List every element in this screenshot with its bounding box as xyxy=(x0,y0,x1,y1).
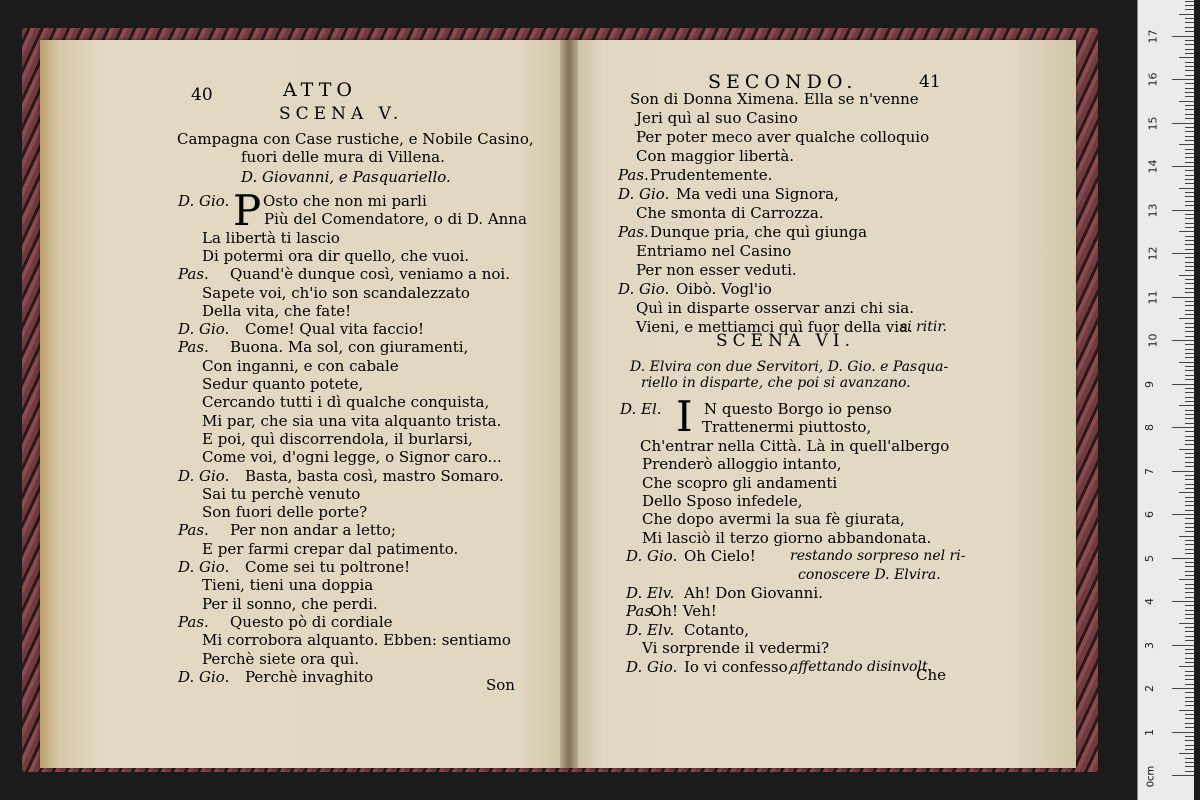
ruler-tick xyxy=(1179,710,1194,711)
ruler-tick xyxy=(1185,105,1194,106)
ruler-tick xyxy=(1185,70,1194,71)
ruler-tick xyxy=(1185,279,1194,280)
ruler-tick xyxy=(1185,288,1194,289)
speaker-label: Pas. xyxy=(178,612,209,631)
speaker-label: Pas. xyxy=(618,223,649,241)
ruler-tick xyxy=(1172,384,1194,385)
ruler-tick xyxy=(1185,544,1194,545)
ruler-tick xyxy=(1185,618,1194,619)
ruler-tick xyxy=(1185,636,1194,637)
ruler-tick xyxy=(1185,305,1194,306)
ruler-tick xyxy=(1185,736,1194,737)
ruler-tick xyxy=(1185,227,1194,228)
verse-line: Ch'entrar nella Città. Là in quell'albergo xyxy=(640,436,950,455)
ruler-number: 5 xyxy=(1143,554,1156,562)
ruler-tick xyxy=(1179,14,1194,15)
ruler-tick xyxy=(1179,231,1194,232)
ruler-tick xyxy=(1172,340,1194,341)
ruler-tick xyxy=(1185,149,1194,150)
ruler-tick xyxy=(1185,475,1194,476)
ruler-tick xyxy=(1179,275,1194,276)
ruler-tick xyxy=(1185,505,1194,506)
ruler-tick xyxy=(1179,449,1194,450)
ruler-tick xyxy=(1185,453,1194,454)
ruler-number: 10 xyxy=(1146,333,1160,348)
ruler-tick xyxy=(1185,175,1194,176)
verse-line: Ah! Don Giovanni. xyxy=(684,584,823,602)
ruler-tick xyxy=(1185,414,1194,415)
ruler-tick xyxy=(1179,362,1194,363)
ruler-tick xyxy=(1185,758,1194,759)
ruler-tick xyxy=(1179,101,1194,102)
ruler-tick xyxy=(1185,649,1194,650)
ruler-number: 12 xyxy=(1146,246,1160,261)
verse-line: Son di Donna Ximena. Ella se n'venne xyxy=(630,90,919,108)
ruler-tick xyxy=(1185,588,1194,589)
ruler-tick xyxy=(1185,723,1194,724)
ruler-tick xyxy=(1185,257,1194,258)
verse-line: N questo Borgo io penso xyxy=(704,400,892,418)
ruler-tick xyxy=(1179,405,1194,406)
ruler-tick xyxy=(1185,201,1194,202)
verse-line: Son fuori delle porte? xyxy=(202,503,368,522)
verse-line: Osto che non mi parli xyxy=(263,192,427,210)
verse-line: Cotanto, xyxy=(684,620,749,639)
verse-line: Oibò. Vogl'io xyxy=(676,280,772,298)
ruler-number: 6 xyxy=(1143,511,1156,518)
ruler-tick xyxy=(1185,5,1194,6)
verse-line: E poi, quì discorrendola, il burlarsi, xyxy=(202,429,473,448)
ruler-tick xyxy=(1179,188,1194,189)
verse-line: Sapete voi, ch'io son scandalezzato xyxy=(202,283,470,302)
catchword-right: Che xyxy=(916,666,947,684)
page-number-right: 41 xyxy=(919,72,941,92)
stage-direction: si ritir. xyxy=(900,319,947,335)
ruler-tick xyxy=(1185,692,1194,693)
ruler-tick xyxy=(1185,549,1194,550)
ruler-number: 17 xyxy=(1146,29,1160,43)
ruler-tick xyxy=(1172,427,1194,428)
ruler-tick xyxy=(1179,623,1194,624)
ruler-tick xyxy=(1185,331,1194,332)
ruler-tick xyxy=(1185,575,1194,576)
verse-line: La libertà ti lascio xyxy=(202,228,340,247)
ruler-tick xyxy=(1185,444,1194,445)
catchword-left: Son xyxy=(486,676,515,694)
ruler-tick xyxy=(1172,558,1194,559)
ruler-tick xyxy=(1185,236,1194,237)
ruler-tick xyxy=(1185,205,1194,206)
verse-line: Buona. Ma sol, con giuramenti, xyxy=(230,338,469,357)
verse-line: Come sei tu poltrone! xyxy=(245,558,411,576)
ruler-tick xyxy=(1179,57,1194,58)
verse-line: Della vita, che fate! xyxy=(202,301,352,320)
ruler-tick xyxy=(1179,666,1194,667)
ruler-tick xyxy=(1185,671,1194,672)
ruler-tick xyxy=(1185,718,1194,719)
ruler-number: 7 xyxy=(1143,467,1156,475)
ruler-tick xyxy=(1185,705,1194,706)
ruler-tick xyxy=(1185,218,1194,219)
speaker-label: D. Elv. xyxy=(626,584,675,602)
ruler-tick xyxy=(1185,497,1194,498)
ruler-tick xyxy=(1185,610,1194,611)
ruler-tick xyxy=(1185,375,1194,376)
speaker-label: Pas. xyxy=(178,521,209,540)
ruler-tick xyxy=(1185,162,1194,163)
speaker-label: D. Gio. xyxy=(618,185,670,203)
ruler-tick xyxy=(1185,397,1194,398)
stage-direction: restando sorpreso nel ri- xyxy=(790,548,966,565)
ruler-tick xyxy=(1185,431,1194,432)
verse-line: Questo pò di cordiale xyxy=(230,612,393,631)
ruler-tick xyxy=(1185,1,1194,2)
ruler-tick xyxy=(1185,223,1194,224)
ruler-tick xyxy=(1185,379,1194,380)
ruler-tick xyxy=(1185,196,1194,197)
ruler-tick xyxy=(1185,44,1194,45)
verse-line: Dunque pria, che quì giunga xyxy=(650,223,868,241)
ruler-tick xyxy=(1185,22,1194,23)
running-head-left: ATTO xyxy=(283,79,357,101)
ruler-tick xyxy=(1185,484,1194,485)
ruler-tick xyxy=(1172,166,1194,167)
ruler-tick xyxy=(1185,518,1194,519)
ruler-tick xyxy=(1185,479,1194,480)
setting-line-1: Campagna con Case rustiche, e Nobile Casino, xyxy=(177,130,534,148)
ruler-number: 13 xyxy=(1146,203,1160,217)
ruler-tick xyxy=(1185,214,1194,215)
ruler-tick xyxy=(1185,266,1194,267)
ruler-tick xyxy=(1185,627,1194,628)
verse-line: Io vi confesso, xyxy=(684,657,793,676)
ruler-tick xyxy=(1185,244,1194,245)
verse-line: Ma vedi una Signora, xyxy=(676,185,839,203)
ruler-tick xyxy=(1185,314,1194,315)
ruler-tick xyxy=(1185,53,1194,54)
ruler-tick xyxy=(1185,353,1194,354)
verse-line: E per farmi crepar dal patimento. xyxy=(202,539,459,558)
verse-line: Entriamo nel Casino xyxy=(636,242,792,260)
ruler-tick xyxy=(1185,571,1194,572)
verse-line: Per poter meco aver qualche colloquio xyxy=(636,128,930,146)
ruler-tick xyxy=(1185,462,1194,463)
ruler-tick xyxy=(1185,418,1194,419)
ruler-number: 16 xyxy=(1146,72,1160,87)
ruler-tick xyxy=(1185,631,1194,632)
verse-line: Basta, basta così, mastro Somaro. xyxy=(245,466,504,485)
speaker-label: D. Gio. xyxy=(178,558,230,576)
ruler-tick xyxy=(1185,49,1194,50)
verse-line: Tieni, tieni una doppia xyxy=(202,576,374,595)
verse-line: Che smonta di Carrozza. xyxy=(636,204,824,222)
ruler-tick xyxy=(1185,771,1194,772)
verse-line: Perchè siete ora quì. xyxy=(202,649,359,668)
ruler-tick xyxy=(1185,344,1194,345)
ruler-tick xyxy=(1185,697,1194,698)
ruler-tick xyxy=(1185,192,1194,193)
ruler-tick xyxy=(1185,457,1194,458)
characters-left: D. Giovanni, e Pasquariello. xyxy=(241,168,451,186)
ruler-tick xyxy=(1185,157,1194,158)
ruler-tick xyxy=(1185,410,1194,411)
speaker-label: D. Gio. xyxy=(178,320,230,339)
stage-direction: conoscere D. Elvira. xyxy=(798,566,941,583)
ruler-tick xyxy=(1172,645,1194,646)
ruler-tick xyxy=(1185,523,1194,524)
speaker-label: D. Gio. xyxy=(178,466,230,485)
ruler-tick xyxy=(1185,440,1194,441)
ruler-tick xyxy=(1185,605,1194,606)
running-head-right: SECONDO. xyxy=(708,71,858,93)
ruler-tick xyxy=(1185,183,1194,184)
speaker-label: D. Gio. xyxy=(626,547,678,566)
ruler-tick xyxy=(1185,96,1194,97)
ruler-tick xyxy=(1185,766,1194,767)
verse-line: Dello Sposo infedele, xyxy=(642,492,803,510)
verse-line: Cercando tutti i dì qualche conquista, xyxy=(202,393,490,412)
verse-line: Sedur quanto potete, xyxy=(202,375,364,393)
ruler-tick xyxy=(1185,140,1194,141)
ruler-tick xyxy=(1185,62,1194,63)
ruler-number: 3 xyxy=(1143,641,1156,649)
verse-line: Prudentemente. xyxy=(650,166,773,184)
ruler-tick xyxy=(1185,249,1194,250)
ruler-tick xyxy=(1185,592,1194,593)
ruler-tick xyxy=(1185,640,1194,641)
ruler-tick xyxy=(1185,714,1194,715)
ruler-tick xyxy=(1185,679,1194,680)
book-gutter xyxy=(560,40,578,768)
ruler-tick xyxy=(1172,123,1194,124)
ruler-tick xyxy=(1185,762,1194,763)
scene-title-left: SCENA V. xyxy=(279,104,404,124)
ruler-tick xyxy=(1179,536,1194,537)
ruler-tick xyxy=(1172,688,1194,689)
ruler-tick xyxy=(1185,40,1194,41)
verse-line: Trattenermi piuttosto, xyxy=(702,418,872,437)
setting-line-2: fuori delle mura di Villena. xyxy=(241,148,445,166)
ruler-tick xyxy=(1172,297,1194,298)
verse-line: Oh Cielo! xyxy=(684,547,756,566)
speaker-label: D. Gio. xyxy=(178,192,230,210)
ruler-tick xyxy=(1185,745,1194,746)
ruler-tick xyxy=(1185,501,1194,502)
verse-line: Come voi, d'ogni legge, o Signor caro... xyxy=(202,448,502,467)
ruler-tick xyxy=(1172,471,1194,472)
ruler-tick xyxy=(1185,283,1194,284)
ruler-tick xyxy=(1185,392,1194,393)
ruler-tick xyxy=(1172,732,1194,733)
verse-line: Per non andar a letto; xyxy=(230,521,396,540)
ruler-tick xyxy=(1185,88,1194,89)
ruler-tick xyxy=(1172,36,1194,37)
ruler-tick xyxy=(1185,553,1194,554)
measurement-ruler xyxy=(1137,0,1194,800)
ruler-tick xyxy=(1185,292,1194,293)
ruler-tick xyxy=(1185,179,1194,180)
speaker-label: Pas. xyxy=(626,602,657,621)
ruler-tick xyxy=(1185,597,1194,598)
ruler-tick xyxy=(1185,531,1194,532)
verse-line: Perchè invaghito xyxy=(245,667,374,686)
ruler-tick xyxy=(1185,566,1194,567)
ruler-tick xyxy=(1185,118,1194,119)
verse-line: Per il sonno, che perdi. xyxy=(202,594,378,613)
ruler-tick xyxy=(1185,136,1194,137)
ruler-tick xyxy=(1179,318,1194,319)
characters-right-2: riello in disparte, che poi si avanzano. xyxy=(641,375,911,391)
verse-line: Mi par, che sia una vita alquanto trista. xyxy=(202,411,502,430)
speaker-label: Pas. xyxy=(178,265,209,284)
verse-line: Vi sorprende il vedermi? xyxy=(642,639,830,658)
ruler-tick xyxy=(1185,9,1194,10)
verse-line: Jeri quì al suo Casino xyxy=(636,109,798,127)
ruler-tick xyxy=(1185,92,1194,93)
ruler-tick xyxy=(1185,75,1194,76)
ruler-tick xyxy=(1185,18,1194,19)
ruler-tick xyxy=(1185,701,1194,702)
ruler-tick xyxy=(1185,153,1194,154)
ruler-number: 8 xyxy=(1143,424,1156,431)
ruler-tick xyxy=(1185,614,1194,615)
ruler-tick xyxy=(1185,740,1194,741)
ruler-tick xyxy=(1185,727,1194,728)
ruler-tick xyxy=(1185,323,1194,324)
verse-line: Che dopo avermi la sua fè giurata, xyxy=(642,510,905,529)
ruler-tick xyxy=(1185,357,1194,358)
ruler-number: 4 xyxy=(1143,598,1156,605)
ruler-tick xyxy=(1185,584,1194,585)
verse-line: Mi lasciò il terzo giorno abbandonata. xyxy=(642,528,932,547)
ruler-tick xyxy=(1185,388,1194,389)
ruler-tick xyxy=(1185,349,1194,350)
speaker-label: D. Gio. xyxy=(618,280,670,298)
ruler-tick xyxy=(1185,370,1194,371)
ruler-tick xyxy=(1185,675,1194,676)
ruler-tick xyxy=(1172,79,1194,80)
verse-line: Con inganni, e con cabale xyxy=(202,356,399,375)
speaker-label: Pas. xyxy=(178,338,209,357)
ruler-tick xyxy=(1179,492,1194,493)
ruler-tick xyxy=(1185,66,1194,67)
verse-line: Quand'è dunque così, veniamo a noi. xyxy=(230,265,510,284)
verse-line: Con maggior libertà. xyxy=(636,147,795,165)
ruler-tick xyxy=(1185,366,1194,367)
drop-speaker-right: D. El. xyxy=(620,400,662,418)
verse-line: Mi corrobora alquanto. Ebben: sentiamo xyxy=(202,631,511,650)
ruler-tick xyxy=(1185,109,1194,110)
ruler-tick xyxy=(1185,401,1194,402)
ruler-tick xyxy=(1185,662,1194,663)
ruler-tick xyxy=(1185,327,1194,328)
ruler-number: 1 xyxy=(1143,728,1156,736)
ruler-tick xyxy=(1172,210,1194,211)
speaker-label: D. Gio. xyxy=(626,657,678,676)
verse-line: Oh! Veh! xyxy=(650,602,717,621)
ruler-tick xyxy=(1185,510,1194,511)
ruler-number: 15 xyxy=(1146,116,1160,130)
characters-right-1: D. Elvira con due Servitori, D. Gio. e Pasqua- xyxy=(630,359,949,375)
speaker-label: D. Elv. xyxy=(626,620,675,639)
verse-line: Di potermi ora dir quello, che vuoi. xyxy=(202,246,470,265)
drop-cap-right: I xyxy=(676,392,693,441)
ruler-tick xyxy=(1185,466,1194,467)
verse-line: Che scopro gli andamenti xyxy=(642,473,838,492)
speaker-label: Pas. xyxy=(618,166,649,184)
verse-line: Più del Comendatore, o di D. Anna xyxy=(264,210,527,229)
ruler-tick xyxy=(1185,262,1194,263)
ruler-tick xyxy=(1172,601,1194,602)
ruler-tick xyxy=(1185,540,1194,541)
ruler-tick xyxy=(1172,514,1194,515)
ruler-tick xyxy=(1185,310,1194,311)
verse-line: Quì in disparte osservar anzi chi sia. xyxy=(636,299,914,317)
ruler-tick xyxy=(1185,31,1194,32)
verse-line: Sai tu perchè venuto xyxy=(202,484,361,503)
ruler-number: 2 xyxy=(1143,685,1156,692)
ruler-tick xyxy=(1185,131,1194,132)
ruler-tick xyxy=(1179,144,1194,145)
ruler-number: 14 xyxy=(1146,159,1160,174)
ruler-tick xyxy=(1185,301,1194,302)
ruler-tick xyxy=(1185,658,1194,659)
ruler-tick xyxy=(1185,684,1194,685)
scene-title-right: SCENA VI. xyxy=(716,331,856,351)
ruler-number: 9 xyxy=(1143,380,1156,388)
ruler-tick xyxy=(1179,579,1194,580)
ruler-tick xyxy=(1185,127,1194,128)
ruler-tick xyxy=(1185,270,1194,271)
ruler-tick xyxy=(1185,336,1194,337)
ruler-tick xyxy=(1185,527,1194,528)
ruler-tick xyxy=(1172,253,1194,254)
ruler-tick xyxy=(1185,83,1194,84)
ruler-tick xyxy=(1185,749,1194,750)
page-number-left: 40 xyxy=(191,85,213,105)
ruler-number: 11 xyxy=(1146,290,1160,304)
ruler-tick xyxy=(1185,240,1194,241)
speaker-label: D. Gio. xyxy=(178,667,230,686)
drop-cap-left: P xyxy=(233,186,262,235)
ruler-tick xyxy=(1185,653,1194,654)
verse-line: Per non esser veduti. xyxy=(636,261,797,279)
ruler-tick xyxy=(1185,27,1194,28)
ruler-tick xyxy=(1172,775,1194,776)
ruler-tick xyxy=(1179,753,1194,754)
verse-line: Prenderò alloggio intanto, xyxy=(642,455,842,474)
ruler-unit: 0cm xyxy=(1145,765,1157,788)
verse-line: Vieni, e mettiamci quì fuor della via. xyxy=(636,318,913,336)
ruler-tick xyxy=(1185,114,1194,115)
stage-direction: affettando disinvolt. xyxy=(790,658,933,675)
ruler-tick xyxy=(1185,170,1194,171)
ruler-tick xyxy=(1185,423,1194,424)
verse-line: Come! Qual vita faccio! xyxy=(245,320,425,339)
ruler-tick xyxy=(1185,562,1194,563)
ruler-tick xyxy=(1185,436,1194,437)
ruler-tick xyxy=(1185,488,1194,489)
